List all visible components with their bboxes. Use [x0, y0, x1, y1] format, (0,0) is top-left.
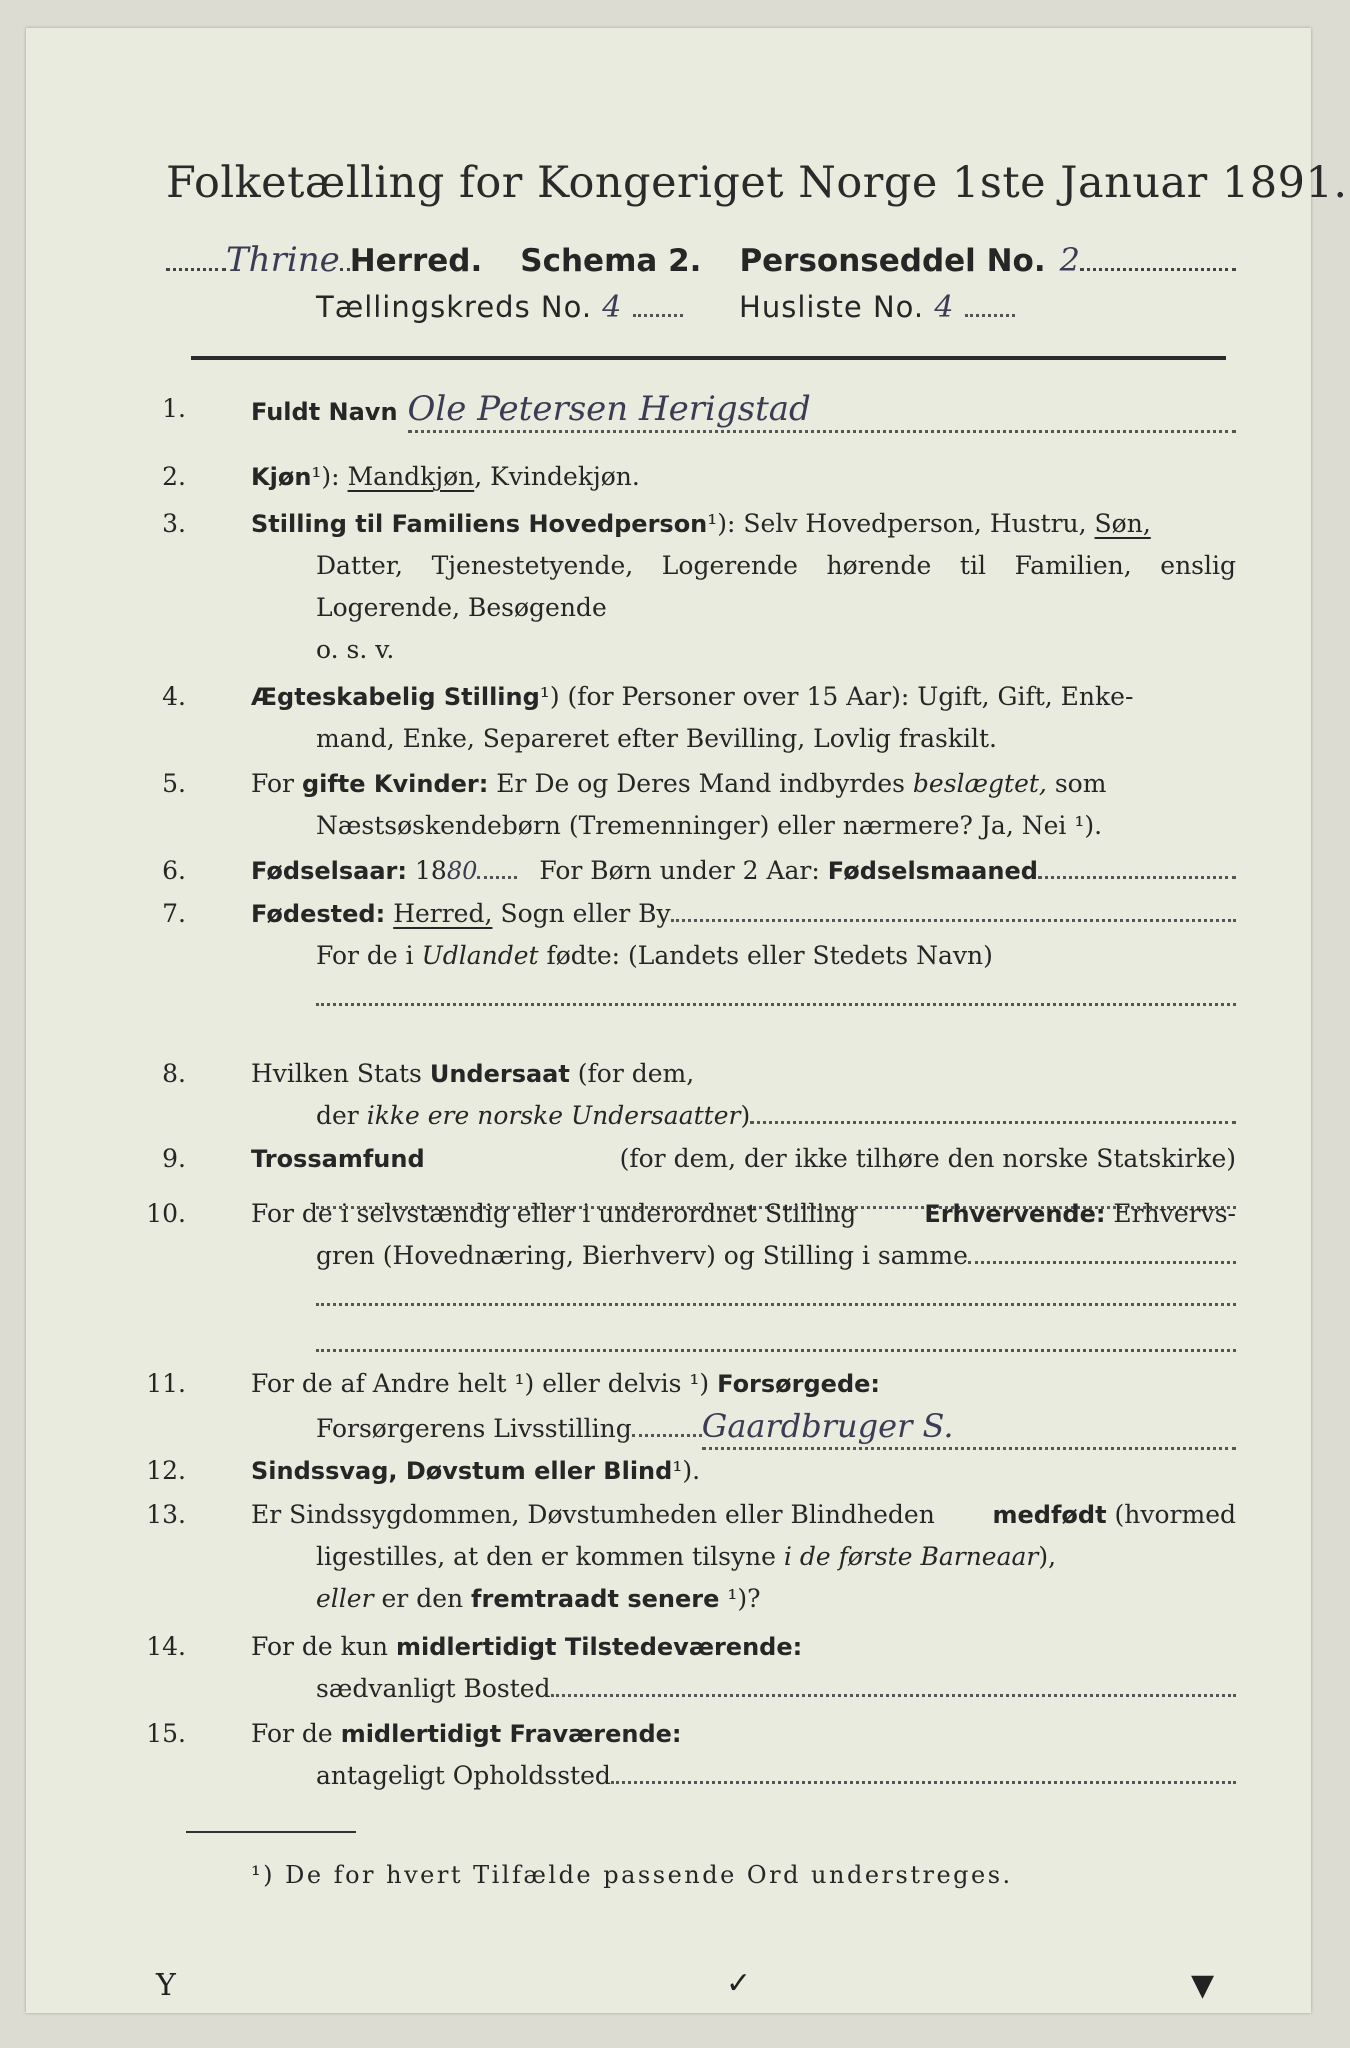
header-rule: [191, 356, 1226, 360]
census-form-sheet: Folketælling for Kongeriget Norge 1ste Januar 1891. Thrine Herred. Schema 2. Personseddel No. 2 Tællingskreds No. 4 Husliste No. 4 1. Fuldt Navn Ole Petersen Herigstad 2. Kjøn¹): Mandkjøn, Kvindekjøn. 3. Stilling til Familiens Hovedperson¹): Selv Hovedperson, Hustru, Søn, Datter, Tjenestetyende, Logerende hørende til Familien, enslig Logerende, Besøgende o. s. v. 4. Ægteskabelig Stilling¹) (for Personer over 15 Aar): Ugift, Gift, Enke- mand, Enke, Separeret efter Bevilling, Lovlig fraskilt. 5. For gifte Kvinder: Er De og Deres Mand indbyrdes beslægtet, som Næstsøskendebørn (Tremenninger) eller nærmere? Ja, Nei ¹). 6. Fødselsaar: 18 80 For Børn under 2 Aar: Fødselsmaaned 7. Fødested: Herred, Sogn eller By For de i Udlandet fødte: (Landets eller Stedets Navn) 8. Hvilken Stats Undersaat (for dem, der ikke ere norske Undersaatter ) 9. Trossamfund (for dem, der ikke tilhøre den norske Statskirke) 10. For de i selvstændig eller i underordnet Stilling Erhvervende: Erhvervs- gren (Hovednæring, Bierhverv) og Stilling i samme 11. For de af Andre helt ¹) eller delvis ¹) Forsørgede: Forsørgerens Livsstilling Gaardbruger S. 12. Sindssvag, Døvstum eller Blind¹). 13. Er Sindssygdommen, Døvstumheden eller Blindheden medfødt (hvormed ligestilles, at den er kommen tilsyne i de første Barneaar), eller er den fremtraadt senere ¹)? 14. For de kun midlertidigt Tilstedeværende: sædvanligt Bosted 15. For de midlertidigt Fraværende: antageligt Opholdssted ¹) De for hvert Tilfælde passende Ord understreges. Y ✓ ▼: [26, 28, 1311, 2013]
kreds-label: Tællingskreds No.: [316, 290, 593, 324]
full-name-value: Ole Petersen Herigstad: [408, 388, 1236, 433]
footnote: ¹) De for hvert Tilfælde passende Ord understreges.: [251, 1861, 1013, 1889]
birthplace-selected: Herred,: [393, 899, 493, 928]
sex-selected: Mandkjøn: [347, 462, 475, 491]
form-title: Folketælling for Kongeriget Norge 1ste Januar 1891.: [166, 158, 1348, 208]
kreds-value: 4: [602, 290, 623, 325]
herred-line: [166, 240, 1236, 280]
personseddel-value: 2: [1059, 241, 1080, 279]
schema-label: Schema 2.: [520, 243, 702, 279]
position-selected: Søn,: [1094, 509, 1151, 538]
personseddel-label: Personseddel No.: [739, 243, 1046, 279]
husliste-value: 4: [934, 290, 955, 325]
corner-mark-left-icon: Y: [156, 1968, 176, 2003]
herred-value: Thrine: [226, 240, 340, 280]
husliste-label: Husliste No.: [739, 290, 925, 324]
center-mark-icon: ✓: [726, 1966, 752, 2001]
footnote-rule: [186, 1831, 356, 1833]
kreds-line: [316, 290, 1015, 325]
provider-occupation-value: Gaardbruger S.: [702, 1405, 1236, 1450]
corner-mark-right-icon: ▼: [1191, 1968, 1215, 2003]
herred-label: Herred.: [349, 243, 483, 279]
birth-year-value: 80: [446, 857, 478, 885]
